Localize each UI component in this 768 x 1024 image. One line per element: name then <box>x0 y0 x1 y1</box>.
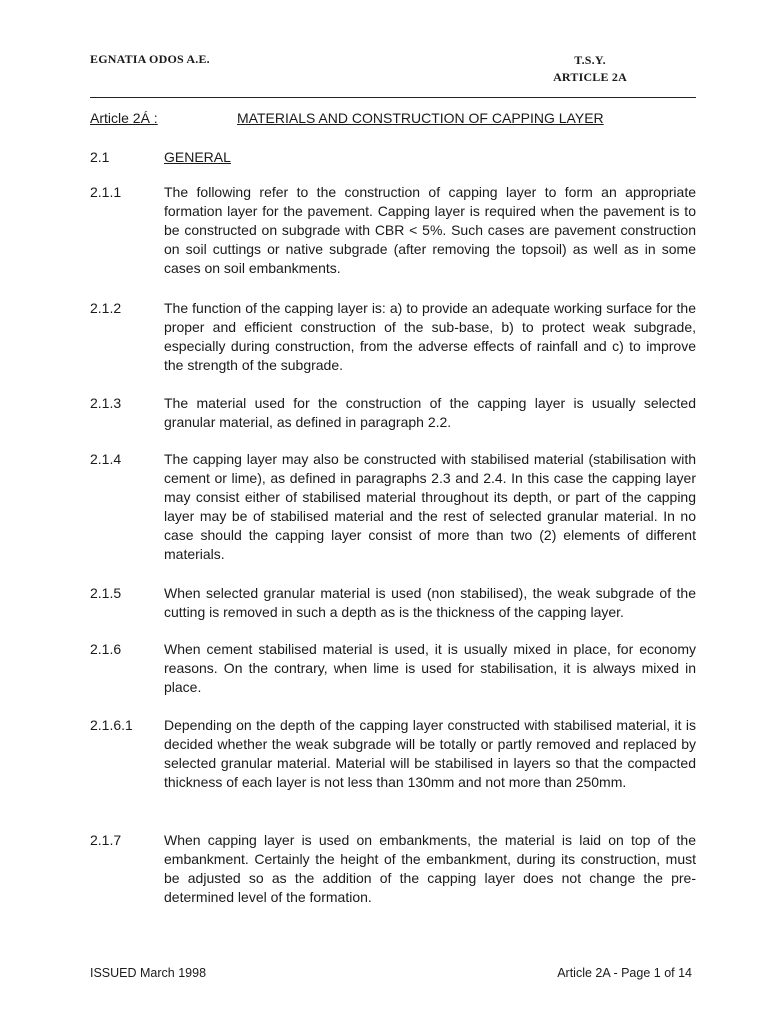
footer-page-number: Article 2A - Page 1 of 14 <box>557 966 692 980</box>
paragraph-number: 2.1.7 <box>90 832 122 848</box>
paragraph <box>90 584 696 622</box>
paragraph <box>90 299 696 375</box>
paragraph <box>90 183 696 278</box>
header-reference <box>553 52 627 86</box>
paragraph-number: 2.1.4 <box>90 451 122 467</box>
article-label: Article 2Á : <box>90 110 158 126</box>
paragraph-text: The function of the capping layer is: a) to provide an adequate working surface for the proper and efficient construction of the sub-base, b) to protect weak subgrade, especially during construction, from the adverse effects of rainfall and c) to improve the strength of the subgrade. <box>164 300 696 373</box>
article-title: MATERIALS AND CONSTRUCTION OF CAPPING LAYER <box>237 110 604 126</box>
paragraph <box>90 450 696 564</box>
paragraph-text: When selected granular material is used (non stabilised), the weak subgrade of the cutting is removed in such a depth as is the thickness of the capping layer. <box>164 585 696 620</box>
footer-issued: ISSUED March 1998 <box>90 966 207 980</box>
header-article-ref: ARTICLE 2A <box>553 70 627 84</box>
paragraph <box>90 394 696 432</box>
paragraph <box>90 831 696 907</box>
paragraph-number: 2.1.5 <box>90 585 122 601</box>
paragraph-number: 2.1.3 <box>90 395 122 411</box>
header-divider <box>90 97 696 98</box>
paragraph-number: 2.1.6 <box>90 641 122 657</box>
paragraph-text: When cement stabilised material is used, it is usually mixed in place, for economy reasons. On the contrary, when lime is used for stabilisation, it is always mixed in place. <box>164 641 696 695</box>
paragraph-text: The material used for the construction of the capping layer is usually selected granular material, as defined in paragraph 2.2. <box>164 395 696 430</box>
paragraph <box>90 640 696 697</box>
paragraph-text: The capping layer may also be constructed with stabilised material (stabilisation with cement or lime), as defined in paragraphs 2.3 and 2.4. In this case the capping layer may consist either of stabilised material throughout its depth, or part of the capping layer may be of stabilised material and the rest of selected granular material. In no case should the capping layer consist of more than two (2) elements of different materials. <box>164 451 696 562</box>
header-company: EGNATIA ODOS A.E. <box>90 52 210 66</box>
section-number: 2.1 <box>90 149 110 165</box>
header-dept: T.S.Y. <box>574 53 606 67</box>
paragraph-number: 2.1.2 <box>90 300 122 316</box>
paragraph-text: The following refer to the construction of capping layer to form an appropriate formation layer for the pavement. Capping layer is required when the pavement is to be constructed on subgrade with CBR < 5%. Such cases are pavement construction on soil cuttings or native subgrade (after removing the topsoil) as well as in some cases on soil embankments. <box>164 184 696 276</box>
paragraph-number: 2.1.1 <box>90 184 122 200</box>
paragraph <box>90 716 696 792</box>
paragraph-number: 2.1.6.1 <box>90 717 133 733</box>
section-name: GENERAL <box>164 149 231 165</box>
paragraph-text: Depending on the depth of the capping layer constructed with stabilised material, it is decided whether the weak subgrade will be totally or partly removed and replaced by selected granular material. Material will be stabilised in layers so that the compacted thickness of each layer is not less than 130mm and not more than 250mm. <box>164 717 696 790</box>
paragraph-text: When capping layer is used on embankments, the material is laid on top of the embankment. Certainly the height of the embankment, during its construction, must be adjusted so as the addition of the capping layer does not change the pre-determined level of the formation. <box>164 832 696 905</box>
